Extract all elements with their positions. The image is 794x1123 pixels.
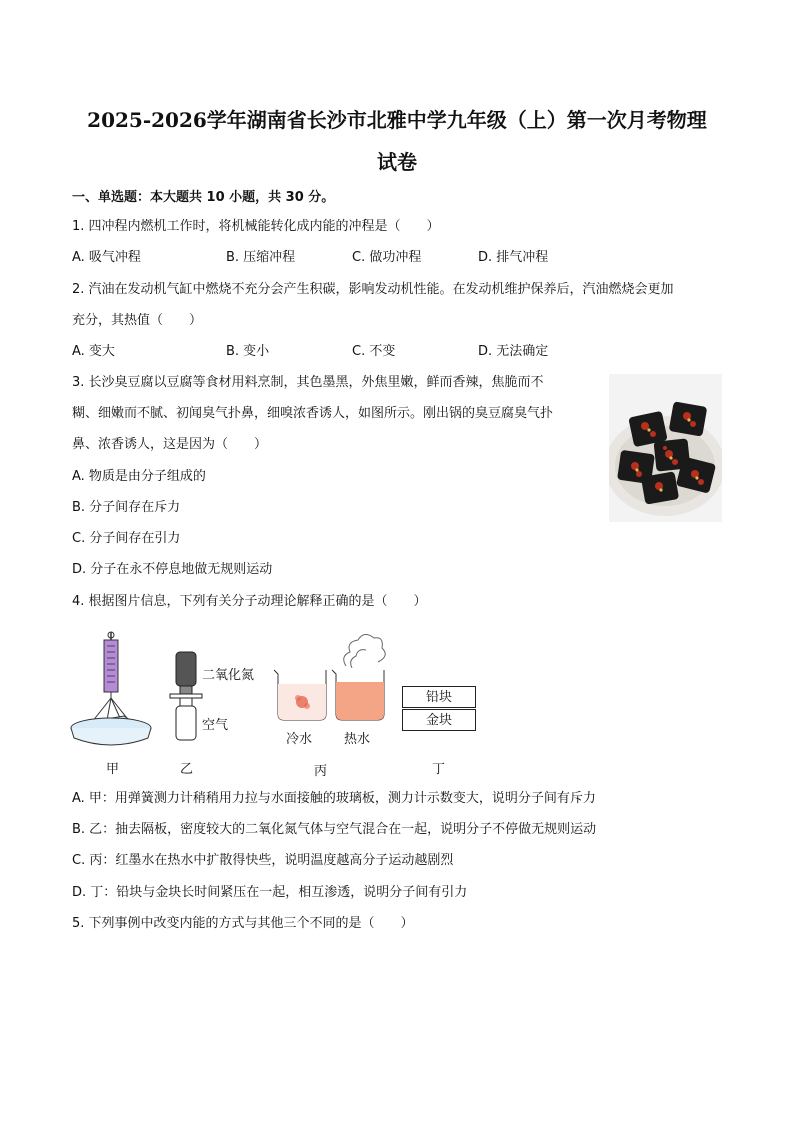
q2-stem-line2: 充分，其热值（ ） xyxy=(72,313,203,328)
label-jia: 甲 xyxy=(106,762,120,777)
q3-option-a[interactable]: A. 物质是由分子组成的 xyxy=(72,469,206,484)
section-heading: 一、单选题：本大题共 10 小题，共 30 分。 xyxy=(72,190,335,205)
q1-option-a[interactable]: A. 吸气冲程 xyxy=(72,250,141,265)
exam-title-line2: 试卷 xyxy=(377,150,417,174)
q3-option-b[interactable]: B. 分子间存在斥力 xyxy=(72,500,181,515)
q4-option-c[interactable]: C. 丙：红墨水在热水中扩散得快些，说明温度越高分子运动越剧烈 xyxy=(72,853,454,868)
q3-option-c[interactable]: C. 分子间存在引力 xyxy=(72,531,181,546)
stinky-tofu-photo xyxy=(609,374,722,522)
q2-option-b[interactable]: B. 变小 xyxy=(226,344,270,359)
q3-option-d[interactable]: D. 分子在永不停息地做无规则运动 xyxy=(72,562,273,577)
q1-option-c[interactable]: C. 做功冲程 xyxy=(352,250,422,265)
label-air: 空气 xyxy=(202,718,229,733)
q5-stem: 5. 下列事例中改变内能的方式与其他三个不同的是（ ） xyxy=(72,916,414,931)
beakers-experiment xyxy=(274,634,385,720)
gas-bottles-experiment xyxy=(170,652,202,740)
q1-option-d[interactable]: D. 排气冲程 xyxy=(478,250,549,265)
q4-option-d[interactable]: D. 丁：铅块与金块长时间紧压在一起，相互渗透，说明分子间有引力 xyxy=(72,885,468,900)
label-yi: 乙 xyxy=(180,762,194,777)
q1-stem: 1. 四冲程内燃机工作时，将机械能转化成内能的冲程是（ ） xyxy=(72,219,440,234)
q4-stem: 4. 根据图片信息，下列有关分子动理论解释正确的是（ ） xyxy=(72,594,427,609)
q2-stem-line1: 2. 汽油在发动机气缸中燃烧不充分会产生积碳，影响发动机性能。在发动机维护保养后，汽油燃烧会更加 xyxy=(72,282,674,297)
exam-title-line1: 2025-2026学年湖南省长沙市北雅中学九年级（上）第一次月考物理 xyxy=(87,108,707,132)
q1-option-b[interactable]: B. 压缩冲程 xyxy=(226,250,296,265)
q3-stem-line2: 糊、细嫩而不腻、初闻臭气扑鼻，细嗅浓香诱人，如图所示。刚出锅的臭豆腐臭气扑 xyxy=(72,406,554,421)
q4-option-b[interactable]: B. 乙：抽去隔板，密度较大的二氧化氮气体与空气混合在一起，说明分子不停做无规则运动 xyxy=(72,822,597,837)
spring-scale-experiment xyxy=(71,632,151,745)
lead-block: 铅块 xyxy=(402,686,476,708)
q2-option-d[interactable]: D. 无法确定 xyxy=(478,344,549,359)
label-no2: 二氧化氮 xyxy=(202,668,255,683)
q3-stem-line3: 鼻、浓香诱人，这是因为（ ） xyxy=(72,437,268,452)
label-ding: 丁 xyxy=(432,762,446,777)
label-cold-water: 冷水 xyxy=(286,732,313,747)
q3-stem-line1: 3. 长沙臭豆腐以豆腐等食材用料烹制，其色墨黑，外焦里嫩，鲜而香辣，焦脆而不 xyxy=(72,375,544,390)
label-hot-water: 热水 xyxy=(344,732,371,747)
q2-option-a[interactable]: A. 变大 xyxy=(72,344,115,359)
q2-option-c[interactable]: C. 不变 xyxy=(352,344,396,359)
gold-block: 金块 xyxy=(402,709,476,731)
label-bing: 丙 xyxy=(314,764,328,779)
q4-option-a[interactable]: A. 甲：用弹簧测力计稍稍用力拉与水面接触的玻璃板，测力计示数变大，说明分子间有斥力 xyxy=(72,791,596,806)
